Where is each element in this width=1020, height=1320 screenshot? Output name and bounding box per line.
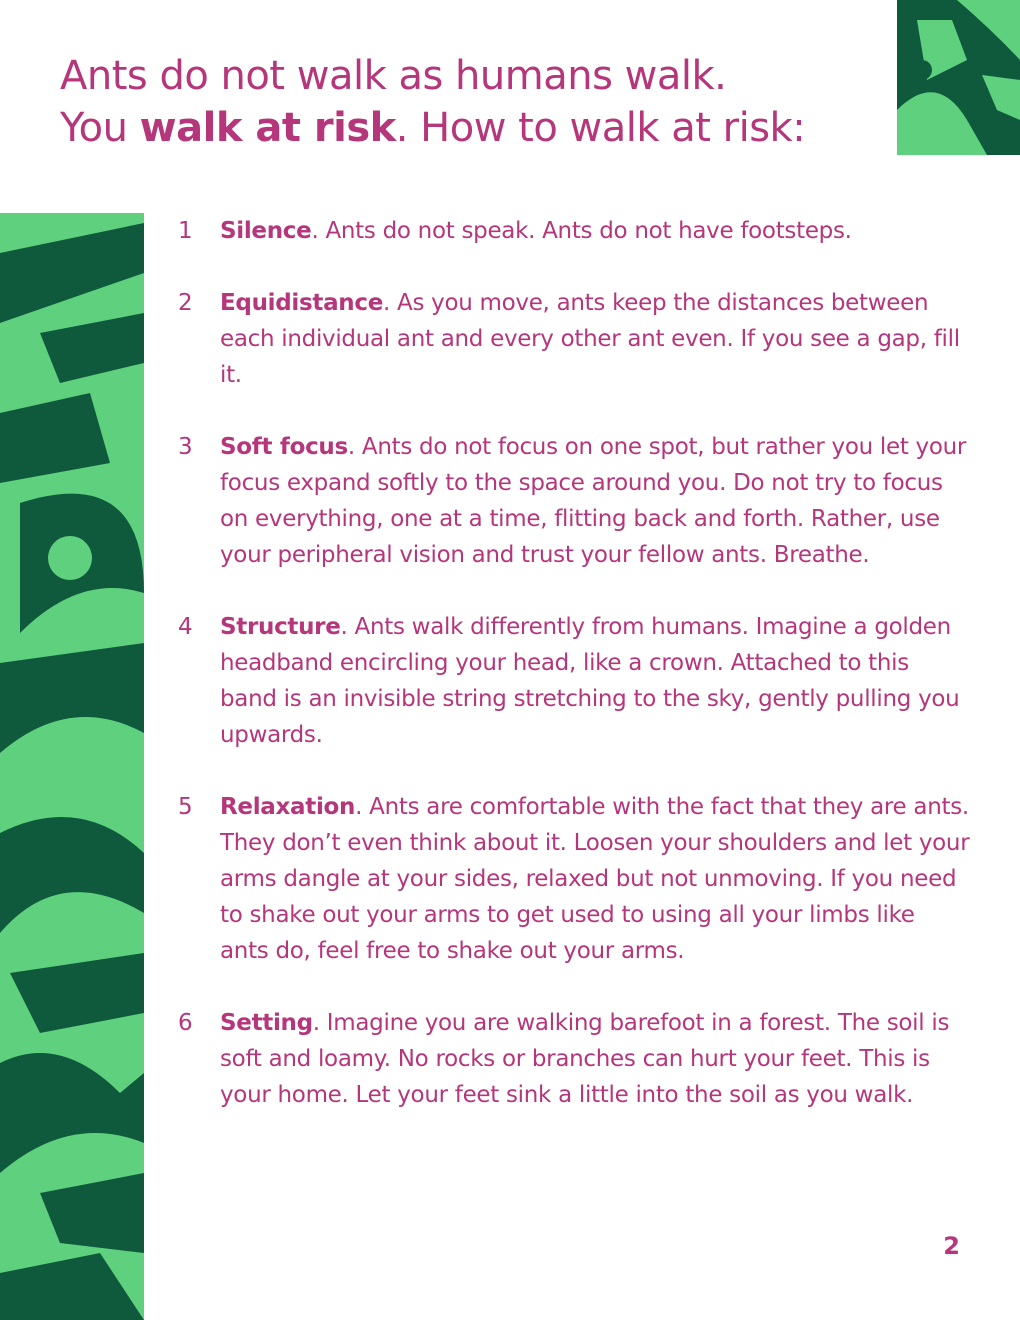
step-text: [220, 789, 970, 969]
step-body: . Ants do not speak. Ants do not have footsteps.: [311, 218, 852, 244]
step-text: [220, 213, 970, 249]
step-heading: Equidistance: [220, 290, 383, 316]
page-title: [60, 50, 805, 154]
list-item: [170, 285, 970, 393]
step-text: [220, 1005, 970, 1113]
step-heading: Structure: [220, 614, 341, 640]
step-body: . Ants are comfortable with the fact that they are ants. They don’t even think about it. Loosen your shoulders and let your arms dangle at your sides, relaxed but not unmoving. If you need to shake out your arms to get used to using all your limbs like ants do, feel free to shake out your arms.: [220, 794, 970, 964]
step-text: [220, 609, 970, 753]
title-line-2-suffix: . How to walk at risk:: [395, 105, 806, 151]
corner-pattern-art: [897, 0, 1020, 155]
title-line-2-prefix: You: [60, 105, 140, 151]
list-item: [170, 789, 970, 969]
step-number: 5: [178, 794, 193, 820]
title-line-1: Ants do not walk as humans walk.: [60, 53, 727, 99]
list-item: [170, 609, 970, 753]
step-body: . Ants walk differently from humans. Imagine a golden headband encircling your head, like a crown. Attached to this band is an invisible string stretching to the sky, gently pulling you upwards.: [220, 614, 960, 748]
list-item: [170, 213, 970, 249]
step-text: [220, 429, 970, 573]
step-number: 2: [178, 290, 193, 316]
step-text: [220, 285, 970, 393]
step-heading: Setting: [220, 1010, 313, 1036]
list-item: [170, 429, 970, 573]
step-body: . As you move, ants keep the distances between each individual ant and every other ant even. If you see a gap, fill it.: [220, 290, 960, 388]
step-heading: Silence: [220, 218, 312, 244]
title-line-2: [60, 102, 805, 154]
step-body: . Ants do not focus on one spot, but rather you let your focus expand softly to the space around you. Do not try to focus on everything, one at a time, flitting back and forth. Rather, use your peripheral vision and trust your fellow ants. Breathe.: [220, 434, 967, 568]
side-pattern-art: [0, 213, 144, 1320]
step-number: 4: [178, 614, 193, 640]
instruction-list: [170, 213, 970, 1149]
list-item: [170, 1005, 970, 1113]
step-body: . Imagine you are walking barefoot in a forest. The soil is soft and loamy. No rocks or branches can hurt your feet. This is your home. Let your feet sink a little into the soil as you walk.: [220, 1010, 950, 1108]
step-heading: Relaxation: [220, 794, 356, 820]
title-emphasis: walk at risk: [139, 105, 396, 151]
step-number: 6: [178, 1010, 193, 1036]
step-number: 1: [178, 218, 193, 244]
page-number: 2: [943, 1232, 960, 1260]
step-heading: Soft focus: [220, 434, 348, 460]
step-number: 3: [178, 434, 193, 460]
